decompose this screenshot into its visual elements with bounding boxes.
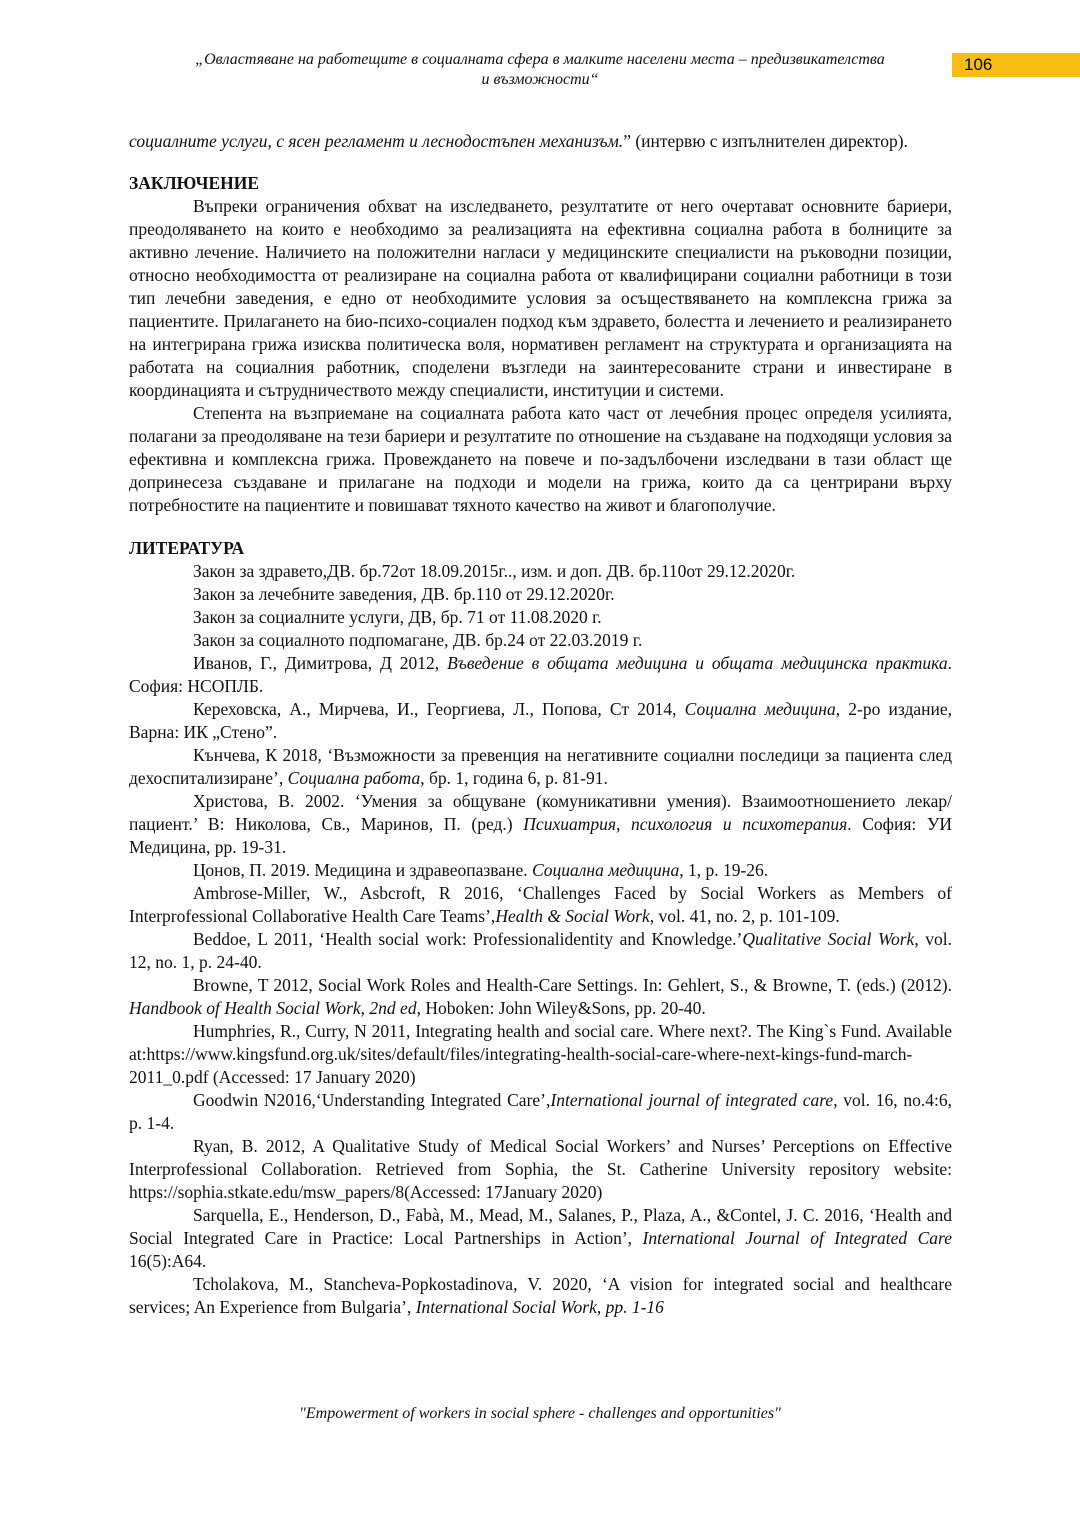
reference-text: Кереховска, А., Мирчева, И., Георгиева, Л., Попова, Ст 2014, — [193, 699, 685, 719]
reference-text: , vol. 12, no. 1, p. 24-40. — [129, 929, 952, 972]
conclusion-paragraph-1: Въпреки ограничения обхват на изследването, резултатите от него очертават основните бариери, преодоляването на които е необходимо за реализацията на ефективна социална работа в болниците за активно лечение. Наличието на положителни нагласи у медицинските специалисти на ръководни позиции, относно необходимостта от реализиране на социална работа от квалифицирани социални работници в този тип лечебни заведения, е едно от необходимите условия за осъществяването на комплексна грижа за пациентите. Прилагането на био-психо-социален подход към здравето, болестта и лечението и реализирането на интегрирана грижа изисква политическа воля, нормативен регламент на структурата и организацията на работата на социалния работник, споделени възгледи на заинтересованите страни и инвестиране в координацията и сътрудничеството между специалисти, институции и системи. — [129, 196, 952, 400]
reference-text: 16(5):A64. — [129, 1251, 207, 1271]
reference-text: Browne, T 2012, Social Work Roles and Health-Care Settings. In: Gehlert, S., & Browne, T. (eds.) (2012). — [193, 975, 952, 995]
reference-text: , 1, p. 19-26. — [679, 860, 769, 880]
reference-entry — [129, 583, 952, 606]
reference-entry — [129, 1089, 952, 1135]
reference-text: , vol. 41, no. 2, p. 101-109. — [649, 906, 840, 926]
reference-text: Ambrose-Miller, W., Asbcroft, R 2016, ‘Challenges Faced by Social Workers as Members of Interprofessional Collaborative Health Care Teams’, — [129, 883, 952, 926]
reference-entry — [129, 974, 952, 1020]
reference-entry — [129, 1204, 952, 1273]
reference-entry — [129, 928, 952, 974]
reference-text: , 2-ро издание, Варна: ИК „Стено”. — [129, 699, 952, 742]
reference-text: , бр. 1, година 6, p. 81-91. — [420, 768, 608, 788]
reference-entry — [129, 859, 952, 882]
page-body — [129, 130, 952, 1319]
reference-entry — [129, 698, 952, 744]
running-footer: "Empowerment of workers in social sphere - challenges and opportunities" — [299, 1405, 781, 1422]
references-heading: ЛИТЕРАТУРА — [129, 538, 245, 558]
reference-text: Goodwin N2016,‘Understanding Integrated Care’, — [193, 1090, 551, 1110]
reference-title-italic: Социална работа — [287, 768, 421, 788]
intro-quote-italic: социалните услуги, с ясен регламент и леснодостъпен механизъм. — [129, 131, 624, 151]
reference-list — [129, 560, 952, 1319]
reference-text: Закон за лечебните заведения, ДВ. бр.110 от 29.12.2020г. — [193, 584, 615, 604]
reference-entry — [129, 629, 952, 652]
reference-text: , Hoboken: John Wiley&Sons, pp. 20-40. — [416, 998, 706, 1018]
reference-entry — [129, 606, 952, 629]
reference-text: . София: НСОПЛБ. — [129, 653, 952, 696]
reference-text: Ryan, B. 2012, A Qualitative Study of Medical Social Workers’ and Nurses’ Perceptions on Effective Interprofessional Collaboration. Retrieved from Sophia, the St. Catherine University repository website: https://sophia.stkate.edu/msw_papers/8(Accessed: 17January 2020) — [129, 1136, 952, 1202]
reference-entry — [129, 1135, 952, 1204]
header-title-line-1: „Овластяване на работещите в социалната сфера в малките населени места – предизвикателства — [195, 51, 885, 68]
intro-paragraph — [129, 130, 952, 153]
reference-title-italic: International journal of integrated care — [550, 1090, 834, 1110]
reference-text: Sarquella, E., Henderson, D., Fabà, M., Mead, M., Salanes, P., Plaza, A., &Contel, J. C. 2016, ‘Health and Social Integrated Care in Practice: Local Partnerships in Action’, — [129, 1205, 952, 1248]
reference-entry — [129, 560, 952, 583]
reference-title-italic: Социална медицина — [684, 699, 836, 719]
conclusion-paragraph-2: Степента на възприемане на социалната работа като част от лечебния процес определя усилията, полагани за преодоляване на тези бариери и резултатите по отношение на създаване на подходящи условия за ефективна и комплексна грижа. Провеждането на повече и по-задълбочени изследвани в тази област ще допринесеза създаване и прилагане на подходи и модели на грижа, които да са центрирани върху потребностите на пациентите и повишават тяхното качество на живот и благополучие. — [129, 403, 952, 515]
reference-title-italic: International Journal of Integrated Care — [642, 1228, 952, 1248]
reference-text: Иванов, Г., Димитрова, Д 2012, — [193, 653, 448, 673]
reference-title-italic: International Social Work, pp. 1-16 — [415, 1297, 664, 1317]
reference-text: Humphries, R., Curry, N 2011, Integrating health and social care. Where next?. The King`s Fund. Available at:https://www.kingsfund.org.uk/sites/default/files/integrating-health-social-care-where-next-kings-fund-march-2011_0.pdf (Accessed: 17 January 2020) — [129, 1021, 952, 1087]
reference-title-italic: Handbook of Health Social Work, 2nd ed — [129, 998, 417, 1018]
reference-title-italic: Социална медицина — [531, 860, 680, 880]
reference-entry — [129, 882, 952, 928]
reference-entry — [129, 652, 952, 698]
reference-text: Закон за социалното подпомагане, ДВ. бр.24 от 22.03.2019 г. — [193, 630, 643, 650]
reference-entry — [129, 1020, 952, 1089]
reference-title-italic: Qualitative Social Work — [742, 929, 915, 949]
reference-text: . София: УИ Медицина, pp. 19-31. — [129, 814, 952, 857]
intro-quote-rest: ” (интервю с изпълнителен директор). — [623, 131, 908, 151]
header-title-line-2: и възможности“ — [481, 71, 599, 88]
reference-text: Кънчева, К 2018, ‘Възможности за превенция на негативните социални последици за пациента след дехоспитализиране’, — [129, 745, 952, 788]
reference-text: Tcholakova, M., Stancheva-Popkostadinova, V. 2020, ‘A vision for integrated social and healthcare services; An Experience from Bulgaria’, — [129, 1274, 952, 1317]
reference-text: Христова, В. 2002. ‘Умения за общуване (комуникативни умения). Взаимоотношението лекар/пациент.’ В: Николова, Св., Маринов, П. (ред.) — [129, 791, 952, 834]
page-number-badge: 106 — [952, 53, 1080, 77]
running-header — [130, 50, 950, 90]
reference-text: , vol. 16, no.4:6, p. 1-4. — [129, 1090, 952, 1133]
reference-title-italic: Въведение в общата медицина и общата медицинска практика — [447, 653, 948, 673]
reference-title-italic: Психиатрия, психология и психотерапия — [523, 814, 848, 834]
reference-text: Beddoe, L 2011, ‘Health social work: Professionalidentity and Knowledge.’ — [193, 929, 743, 949]
reference-entry — [129, 1273, 952, 1319]
reference-entry — [129, 744, 952, 790]
reference-text: Закон за здравето,ДВ. бр.72от 18.09.2015г.., изм. и доп. ДВ. бр.110от 29.12.2020г. — [193, 561, 796, 581]
conclusion-heading: ЗАКЛЮЧЕНИЕ — [129, 173, 260, 193]
reference-text: Закон за социалните услуги, ДВ, бр. 71 от 11.08.2020 г. — [193, 607, 602, 627]
reference-title-italic: Health & Social Work — [495, 906, 650, 926]
reference-text: Цонов, П. 2019. Медицина и здравеопазване. — [193, 860, 532, 880]
reference-entry — [129, 790, 952, 859]
